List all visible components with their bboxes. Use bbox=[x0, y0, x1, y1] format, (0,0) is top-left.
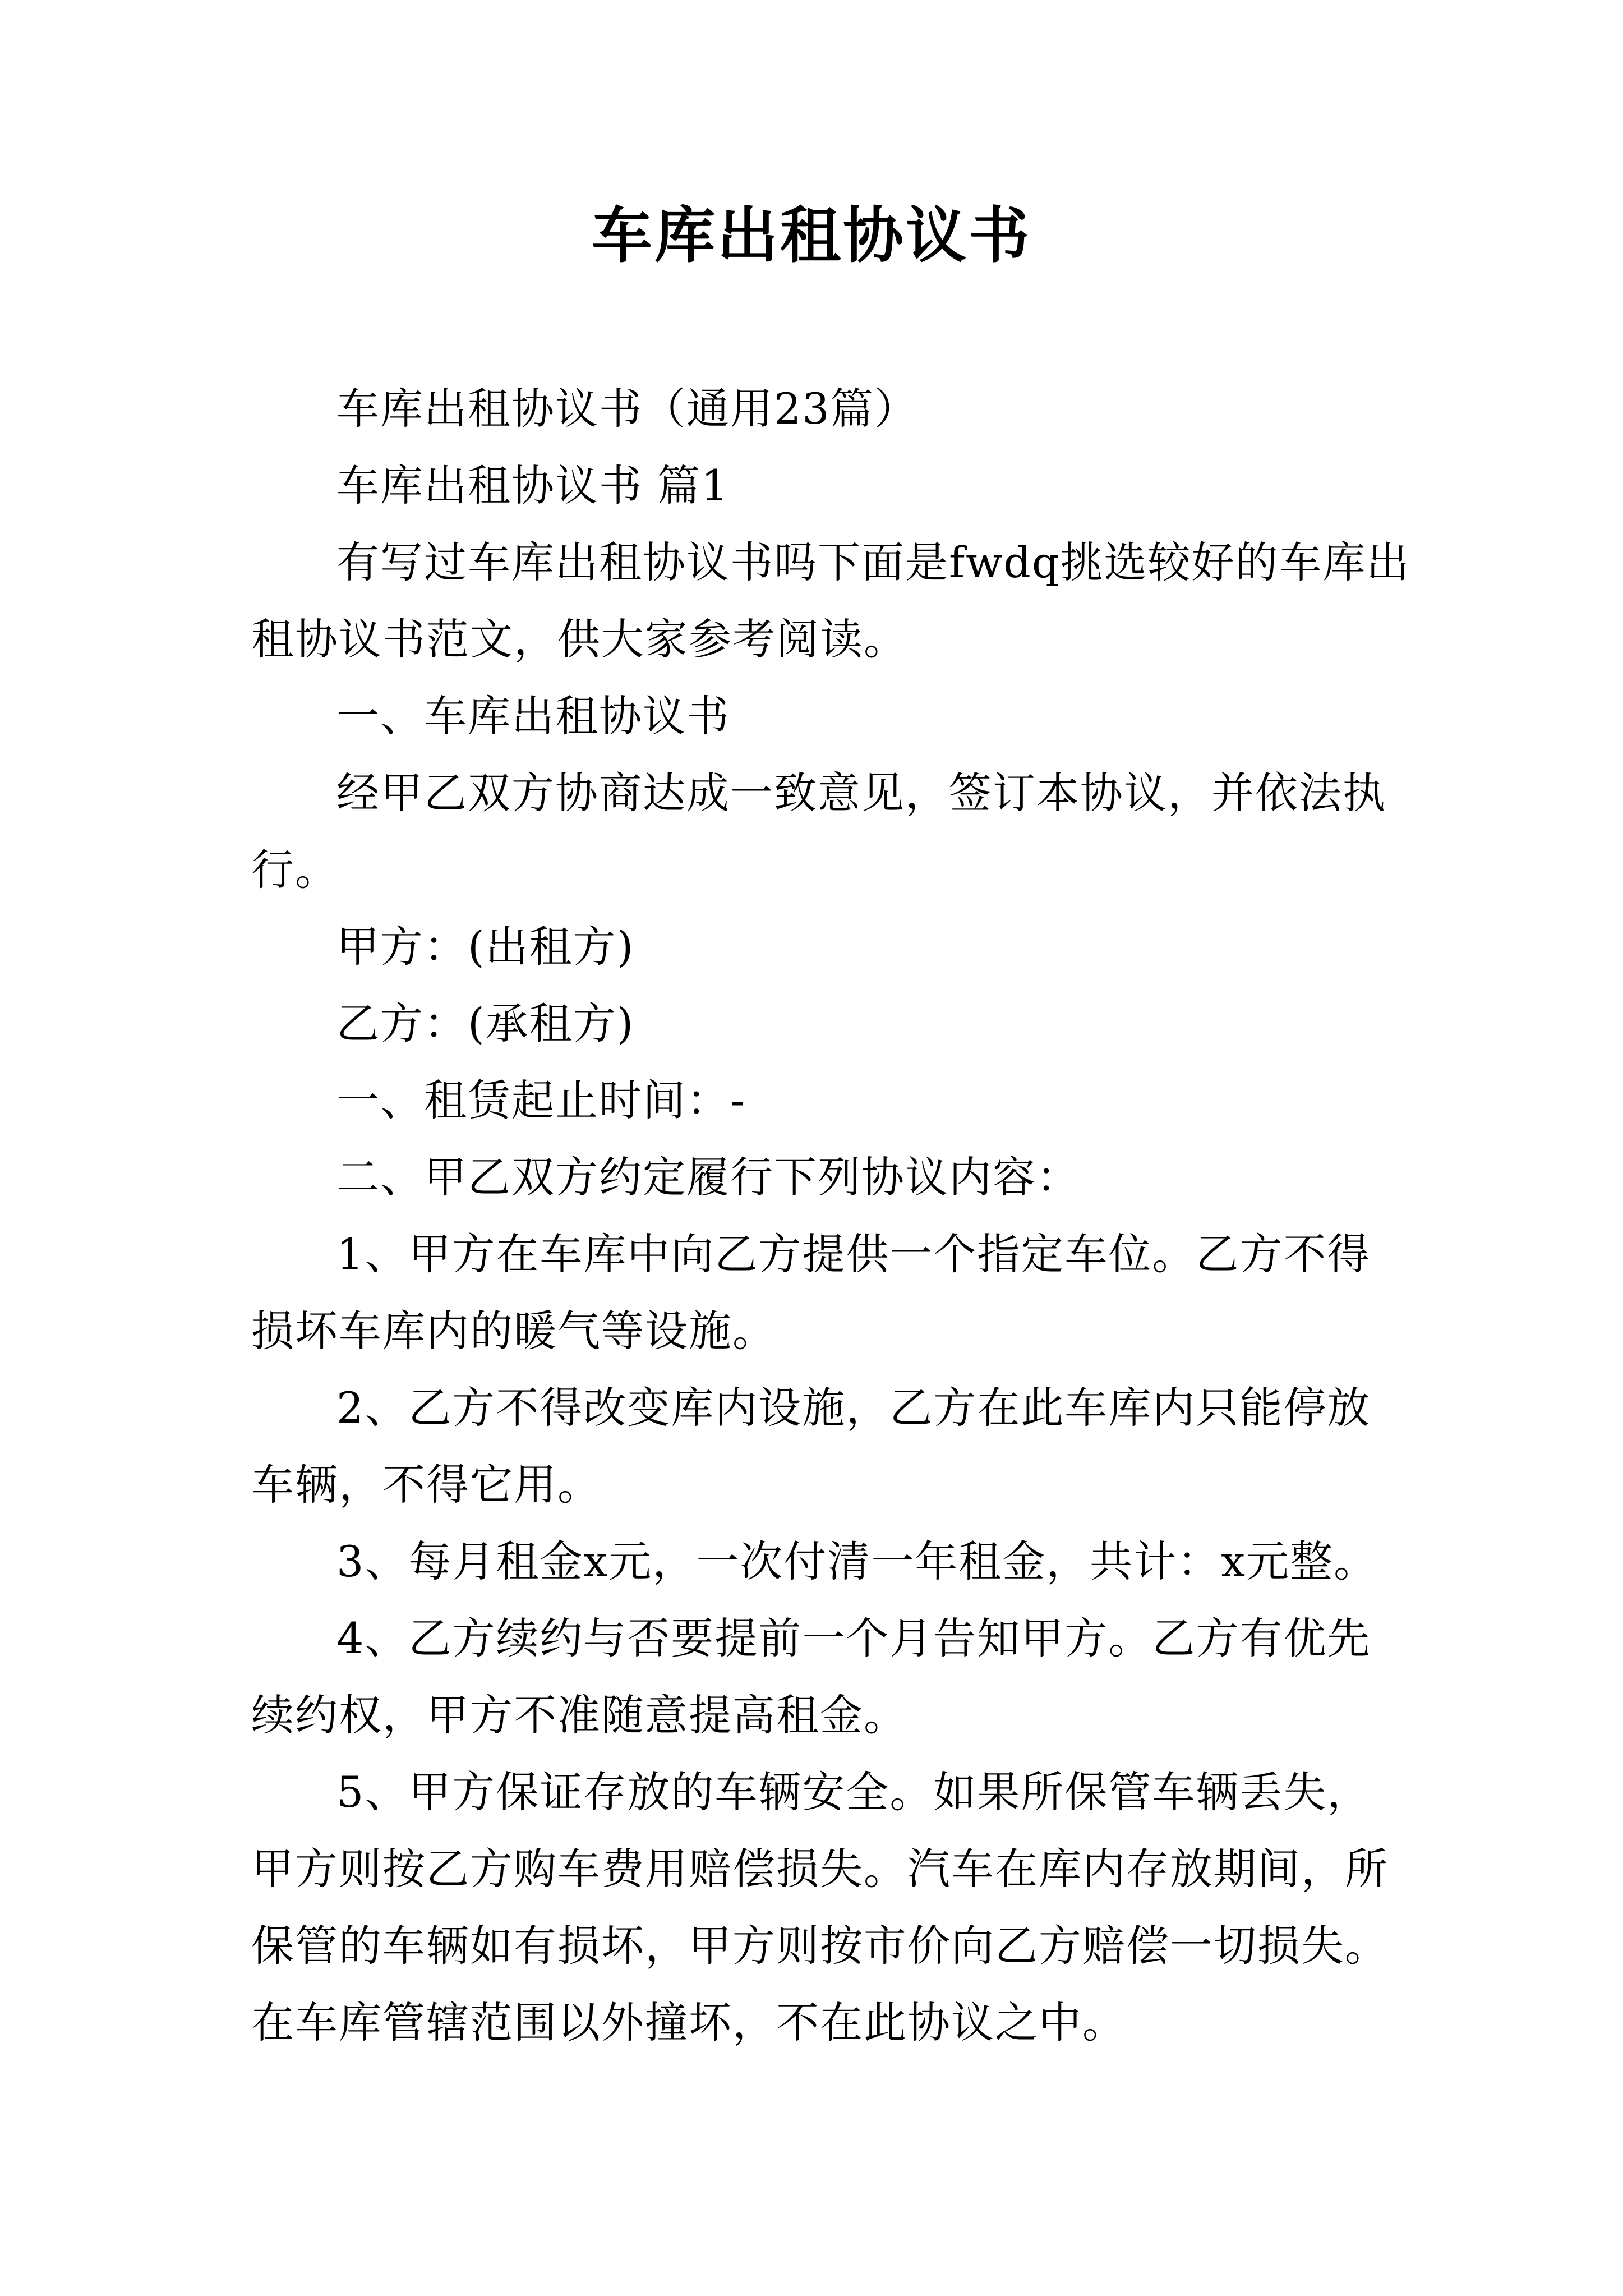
intro-paragraph: 有写过车库出租协议书吗下面是fwdq挑选较好的车库出租协议书范文，供大家参考阅读。 bbox=[251, 537, 1410, 664]
clause-3: 3、每月租金x元，一次付清一年租金，共计：x元整。 bbox=[336, 1536, 1378, 1586]
section-heading: 车库出租协议书 篇1 bbox=[336, 461, 730, 510]
agreement-preamble: 经甲乙双方协商达成一致意见，签订本协议，并依法执行。 bbox=[251, 768, 1386, 895]
clause-5: 5、甲方保证存放的车辆安全。如果所保管车辆丢失，甲方则按乙方购车费用赔偿损失。汽车在库内存放期间，所保管的车辆如有损坏，甲方则按市价向乙方赔偿一切损失。在车库管辖范围以外撞坏，不在此协议之中。 bbox=[251, 1767, 1389, 2047]
lease-term-line: 一、租赁起止时间：- bbox=[336, 1075, 746, 1125]
clause-1: 1、甲方在车库中向乙方提供一个指定车位。乙方不得损坏车库内的暖气等设施。 bbox=[251, 1229, 1371, 1356]
clause-4: 4、乙方续约与否要提前一个月告知甲方。乙方有优先续约权，甲方不准随意提高租金。 bbox=[251, 1613, 1371, 1740]
clause-2: 2、乙方不得改变库内设施，乙方在此车库内只能停放车辆，不得它用。 bbox=[251, 1383, 1371, 1510]
subtitle-paragraph: 车库出租协议书（通用23篇） bbox=[336, 384, 918, 434]
party-b-line: 乙方：(承租方) bbox=[336, 999, 635, 1048]
agreement-heading: 一、车库出租协议书 bbox=[336, 691, 730, 741]
document-title: 车库出租协议书 bbox=[591, 200, 1031, 271]
party-a-line: 甲方：(出租方) bbox=[336, 922, 635, 972]
terms-heading: 二、甲乙双方约定履行下列协议内容： bbox=[336, 1152, 1080, 1202]
document-body bbox=[251, 370, 1412, 2061]
